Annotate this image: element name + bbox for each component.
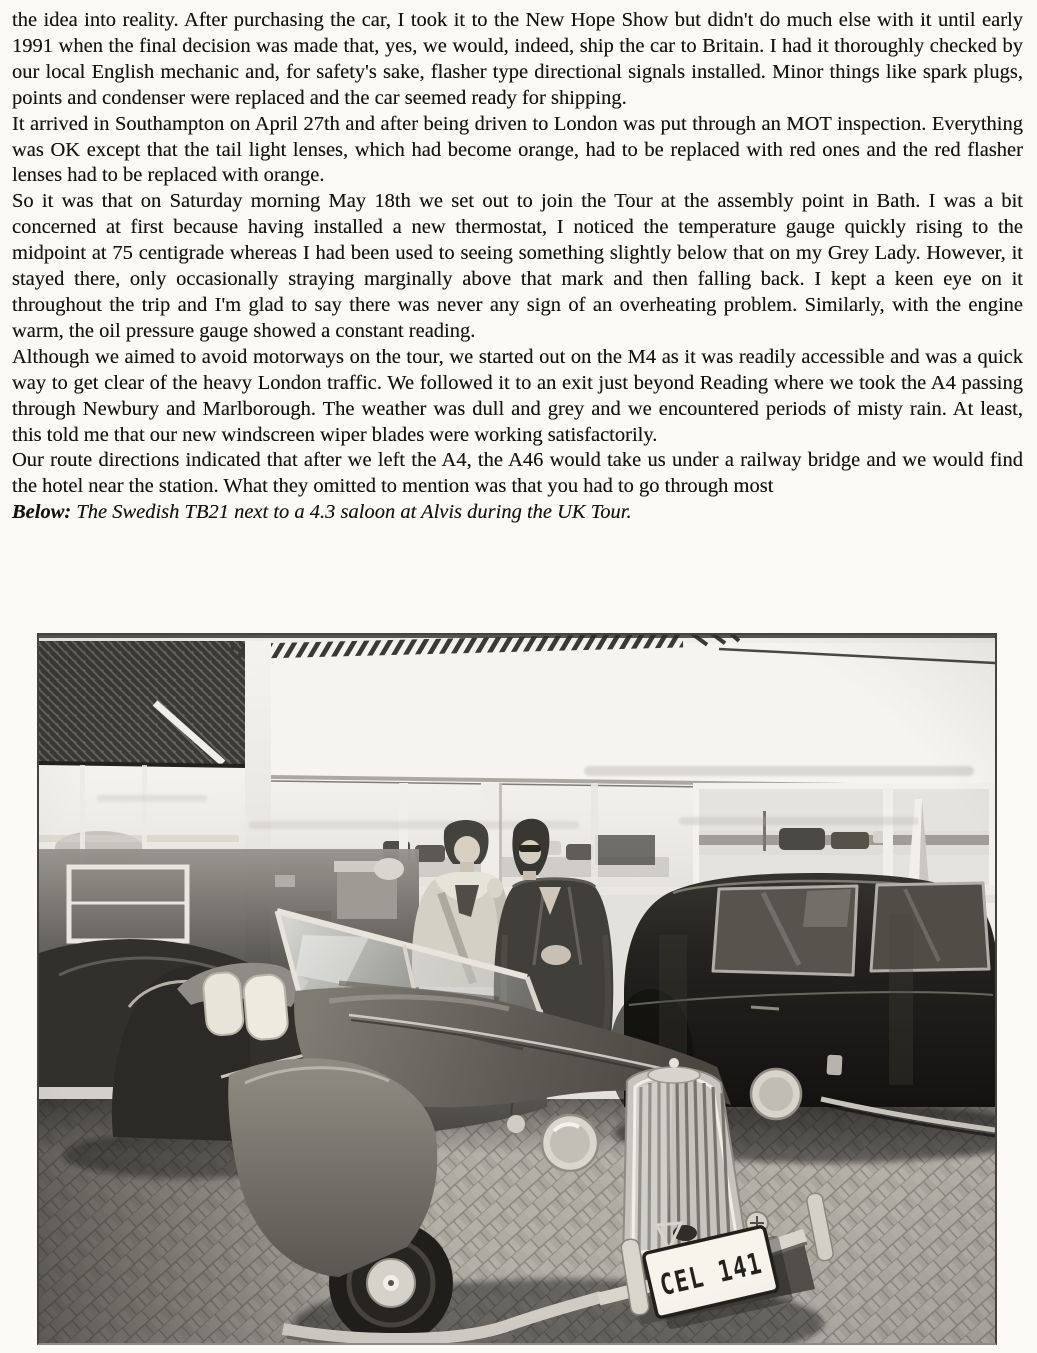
caption-text: The Swedish TB21 next to a 4.3 saloon at Alvis during the UK Tour. (76, 501, 632, 524)
photo-vignette (39, 635, 995, 1343)
paragraph-5: Our route directions indicated that after we left the A4, the A46 would take us under a railway bridge and we would find the hotel near the station. What they omitted to mention was that you had to go through most (12, 449, 1023, 498)
paragraph-1: the idea into reality. After purchasing the car, I took it to the New Hope Show but didn't do much else with it until early 1991 when the final decision was made that, yes, we would, indeed, ship the car to Britain. I had it thoroughly checked by our local English mechanic and, for safety's sake, flasher type directional signals installed. Minor things like spark plugs, points and condenser were replaced and the car seemed ready for shipping. (12, 9, 1023, 109)
caption-label: Below: (12, 501, 72, 524)
photo-illustration (39, 635, 995, 1343)
paragraph-2: It arrived in Southampton on April 27th and after being driven to London was put through an MOT inspection. Everything was OK except that the tail light lenses, which had become orange, had to be replaced with red ones and the red flasher lenses had to be replaced with orange. (12, 112, 1023, 187)
article-text (12, 8, 1023, 526)
paragraph-4: Although we aimed to avoid motorways on the tour, we started out on the M4 as it was readily accessible and was a quick way to get clear of the heavy London traffic. We followed it to an exit just beyond Reading where we took the A4 passing through Newbury and Marlborough. The weather was dull and grey and we encountered periods of misty rain. At least, this told me that our new windscreen wiper blades were working satisfactorily. (12, 345, 1023, 446)
photo-caption (12, 500, 1023, 526)
photo-tb21-and-saloon (37, 633, 997, 1345)
paragraph-3: So it was that on Saturday morning May 18th we set out to join the Tour at the assembly point in Bath. I was a bit concerned at first because having installed a new thermostat, I noticed the temperature gauge quickly rising to the midpoint at 75 centigrade whereas I had been used to seeing something slightly below that on my Grey Lady. However, it stayed there, only occasionally straying marginally above that mark and then falling back. I kept a keen eye on it throughout the trip and I'm glad to say there was never any sign of an overheating problem. Similarly, with the engine warm, the oil pressure gauge showed a constant reading. (12, 190, 1023, 342)
